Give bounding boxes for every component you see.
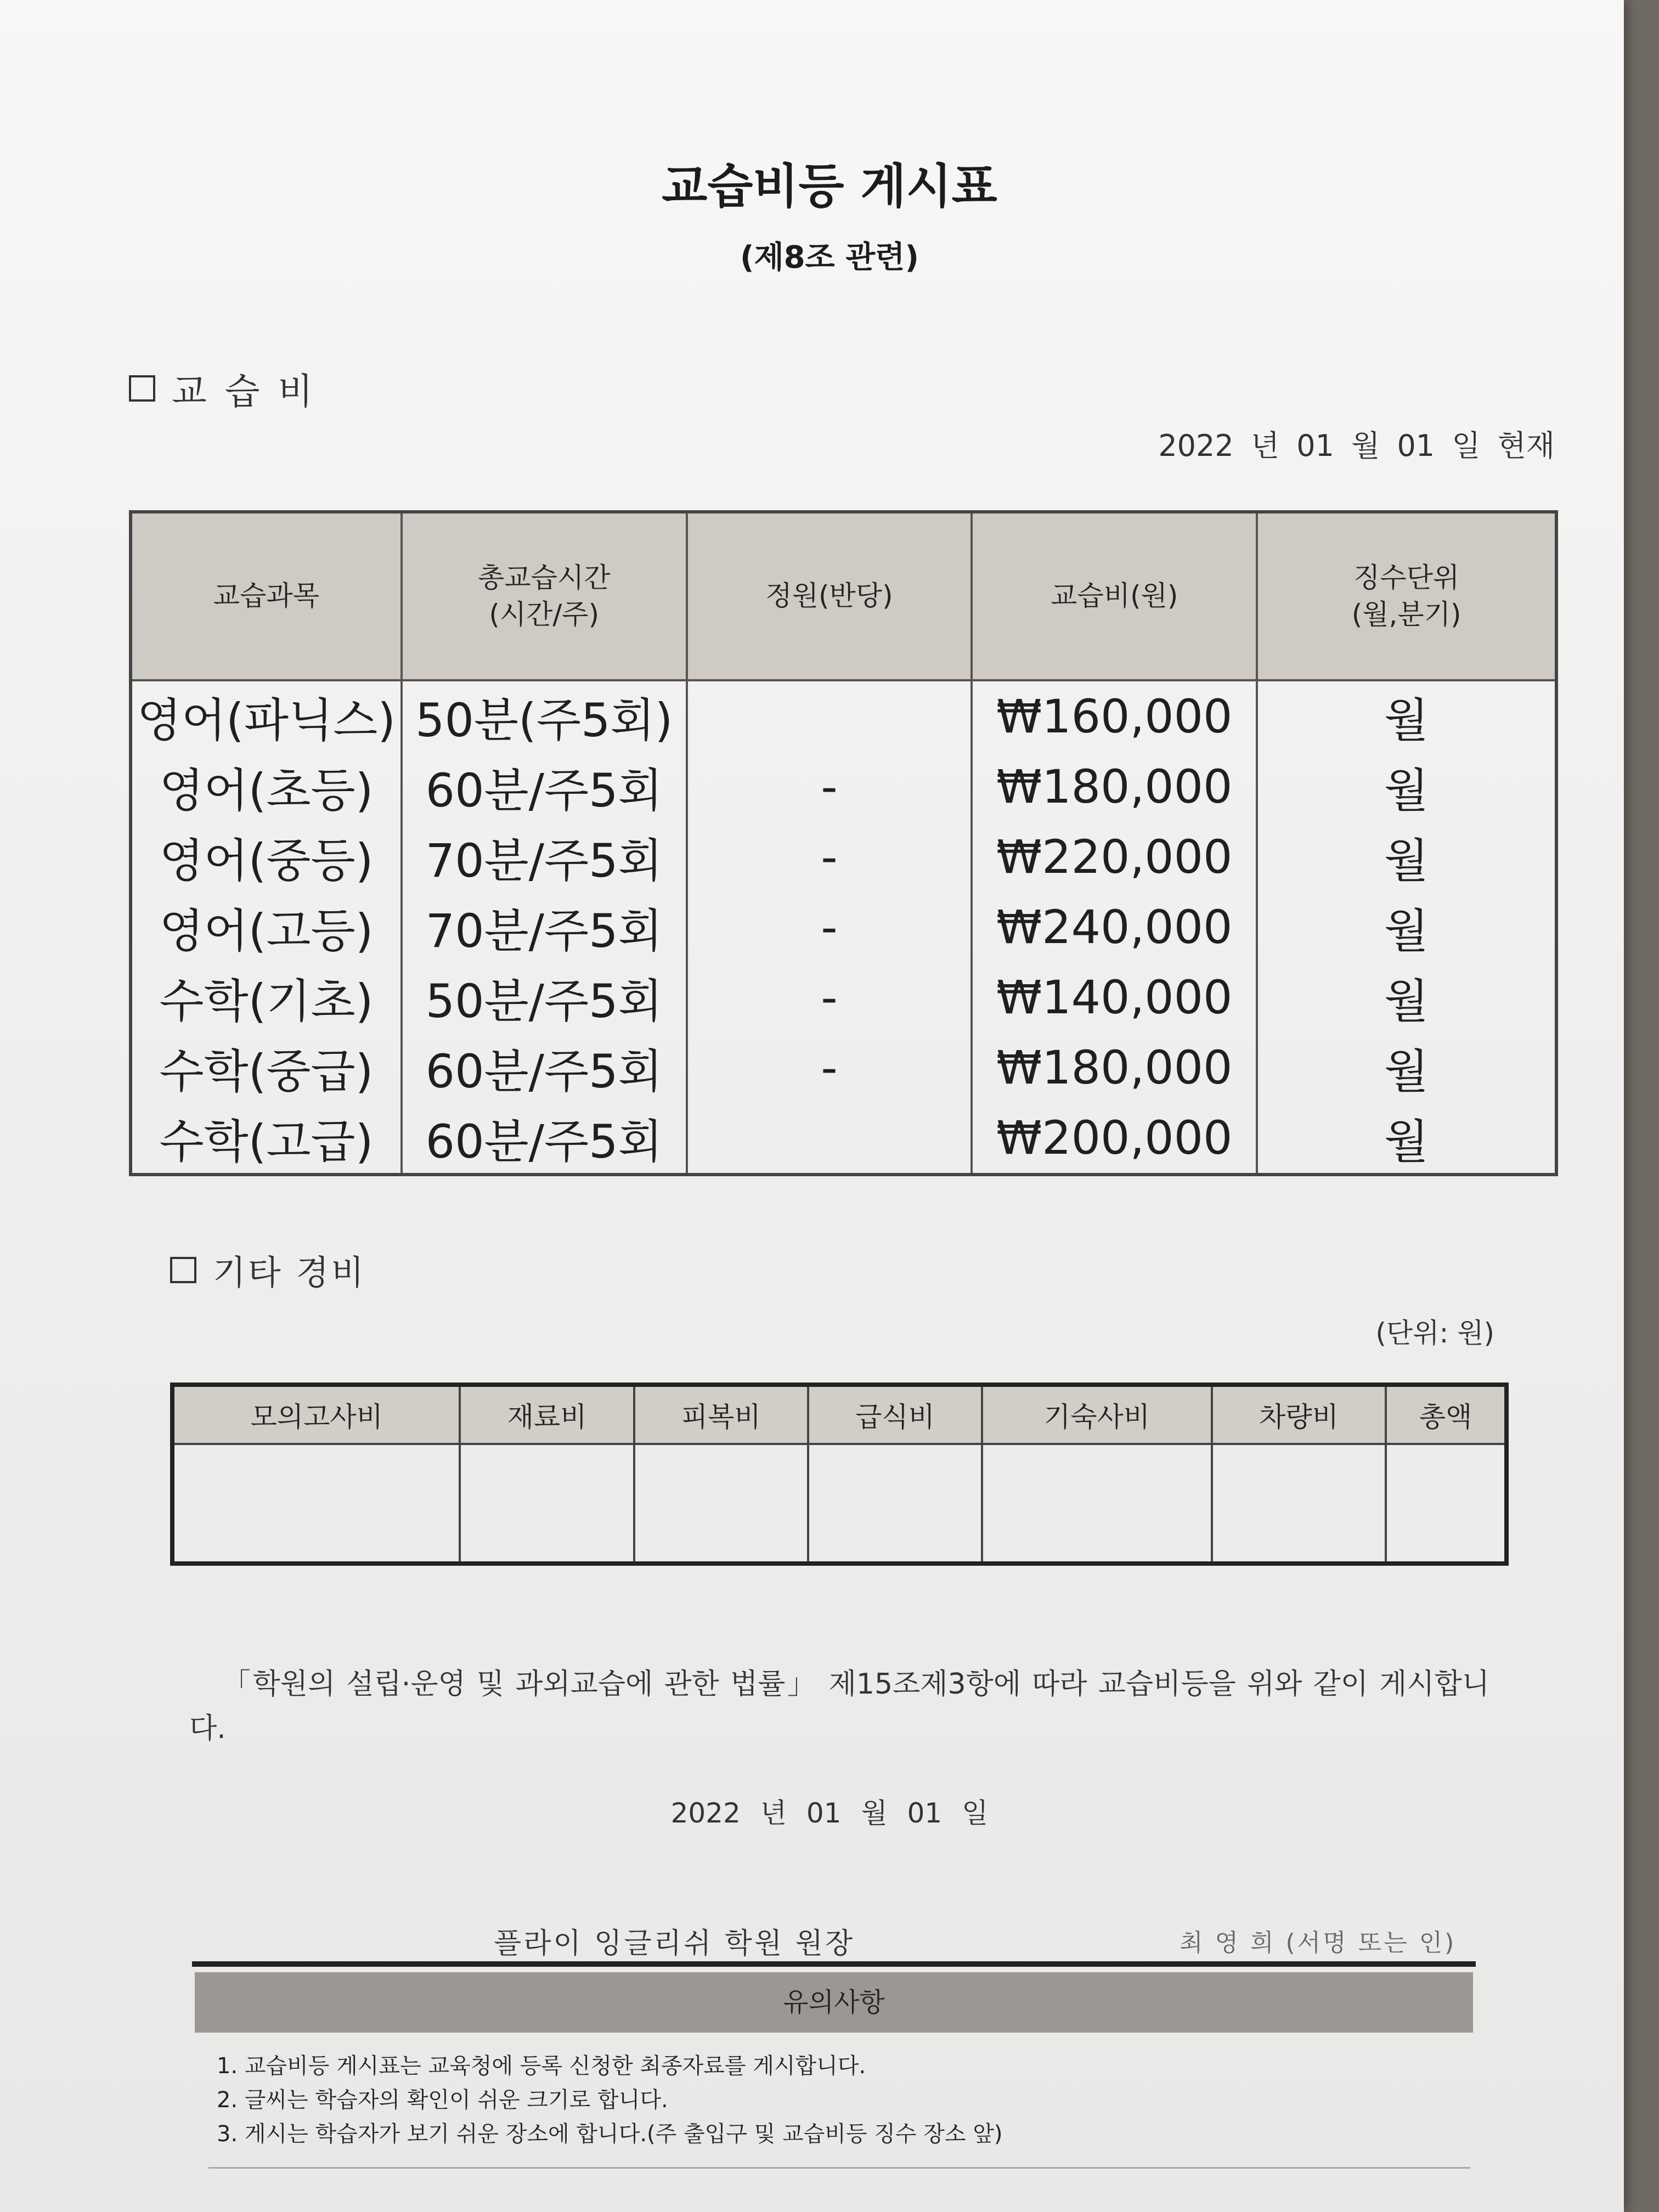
table-row — [131, 962, 1556, 1032]
divider — [192, 1961, 1476, 1967]
other-header-row — [172, 1385, 1506, 1444]
cell-hours: 60분/주5회 — [402, 1103, 687, 1175]
notice-header: 유의사항 — [195, 1972, 1473, 2033]
empty-cell — [172, 1444, 460, 1564]
cell-hours: 60분/주5회 — [402, 1032, 687, 1103]
cell-capacity: - — [687, 962, 972, 1032]
cell-subject: 수학(기초) — [131, 962, 402, 1032]
tuition-section-label — [129, 362, 316, 414]
header-meals: 급식비 — [808, 1385, 982, 1444]
cell-hours: 60분/주5회 — [402, 752, 687, 822]
header-total: 총액 — [1386, 1385, 1506, 1444]
other-expenses-table — [170, 1383, 1509, 1566]
header-uniform: 피복비 — [634, 1385, 808, 1444]
header-fee: 교습비(원) — [972, 512, 1257, 680]
cell-subject: 수학(중급) — [131, 1032, 402, 1103]
other-label-text: 기타 경비 — [213, 1252, 366, 1293]
notice-item: 2. 글씨는 학습자의 확인이 쉬운 크기로 합니다. — [217, 2087, 668, 2113]
table-row — [131, 892, 1556, 962]
document-subtitle: (제8조 관련) — [740, 240, 919, 275]
cell-unit: 월 — [1257, 752, 1556, 822]
tuition-label-text: 교 습 비 — [172, 370, 317, 413]
sign-date: 2022 년 01 월 01 일 — [670, 1797, 989, 1829]
header-hours: 총교습시간 (시간/주) — [402, 512, 687, 680]
checkbox-icon — [170, 1257, 196, 1283]
cell-subject: 수학(고급) — [131, 1103, 402, 1175]
director-name: 플라이 잉글리쉬 학원 원장 — [494, 1927, 855, 1960]
cell-subject: 영어(중등) — [131, 822, 402, 892]
empty-cell — [1386, 1444, 1506, 1564]
cell-unit: 월 — [1257, 962, 1556, 1032]
other-section-label — [170, 1245, 366, 1294]
checkbox-icon — [129, 375, 155, 402]
cell-unit: 월 — [1257, 1103, 1556, 1175]
table-row — [131, 822, 1556, 892]
notice-list — [217, 2049, 1003, 2151]
document-title: 교습비등 게시표 — [662, 159, 997, 214]
cell-unit: 월 — [1257, 892, 1556, 962]
cell-hours: 70분/주5회 — [402, 822, 687, 892]
cell-subject: 영어(초등) — [131, 752, 402, 822]
header-mock-exam: 모의고사비 — [172, 1385, 460, 1444]
notice-item: 1. 교습비등 게시표는 교육청에 등록 신청한 최종자료를 게시합니다. — [217, 2053, 866, 2079]
header-materials: 재료비 — [460, 1385, 634, 1444]
cell-subject: 영어(파닉스) — [131, 680, 402, 752]
signature-line: 최 영 희 (서명 또는 인) — [1180, 1929, 1457, 1957]
empty-cell — [1212, 1444, 1386, 1564]
unit-note: (단위: 원) — [1375, 1317, 1494, 1349]
cell-fee: ₩180,000 — [972, 1032, 1257, 1103]
header-dormitory: 기숙사비 — [982, 1385, 1212, 1444]
cell-hours: 50분/주5회 — [402, 962, 687, 1032]
legal-statement: 「학원의 설립·운영 및 과외교습에 관한 법률」 제15조제3항에 따라 교습비등을 위와 같이 게시합니다. — [189, 1668, 1489, 1745]
header-unit: 징수단위 (월,분기) — [1257, 512, 1556, 680]
header-capacity: 정원(반당) — [687, 512, 972, 680]
table-row — [172, 1444, 1506, 1564]
cell-fee: ₩220,000 — [972, 822, 1257, 892]
cell-fee: ₩160,000 — [972, 680, 1257, 752]
table-row — [131, 1103, 1556, 1175]
empty-cell — [808, 1444, 982, 1564]
cell-capacity: - — [687, 752, 972, 822]
cell-capacity: - — [687, 892, 972, 962]
empty-cell — [982, 1444, 1212, 1564]
cell-unit: 월 — [1257, 680, 1556, 752]
cell-subject: 영어(고등) — [131, 892, 402, 962]
header-subject: 교습과목 — [131, 512, 402, 680]
table-row — [131, 752, 1556, 822]
cell-capacity: - — [687, 822, 972, 892]
cell-hours: 70분/주5회 — [402, 892, 687, 962]
divider — [208, 2167, 1470, 2169]
cell-fee: ₩200,000 — [972, 1103, 1257, 1175]
table-row — [131, 680, 1556, 752]
empty-cell — [460, 1444, 634, 1564]
tuition-table — [129, 510, 1558, 1176]
cell-unit: 월 — [1257, 1032, 1556, 1103]
header-vehicle: 차량비 — [1212, 1385, 1386, 1444]
cell-capacity — [687, 1103, 972, 1175]
cell-hours: 50분(주5회) — [402, 680, 687, 752]
tuition-header-row — [131, 512, 1556, 680]
empty-cell — [634, 1444, 808, 1564]
cell-capacity — [687, 680, 972, 752]
table-row — [131, 1032, 1556, 1103]
cell-fee: ₩240,000 — [972, 892, 1257, 962]
cell-unit: 월 — [1257, 822, 1556, 892]
notice-item: 3. 게시는 학습자가 보기 쉬운 장소에 합니다.(주 출입구 및 교습비등 징수 장소 앞) — [217, 2121, 1003, 2147]
cell-fee: ₩140,000 — [972, 962, 1257, 1032]
cell-fee: ₩180,000 — [972, 752, 1257, 822]
cell-capacity: - — [687, 1032, 972, 1103]
as-of-date: 2022 년 01 월 01 일 현재 — [1158, 428, 1555, 463]
